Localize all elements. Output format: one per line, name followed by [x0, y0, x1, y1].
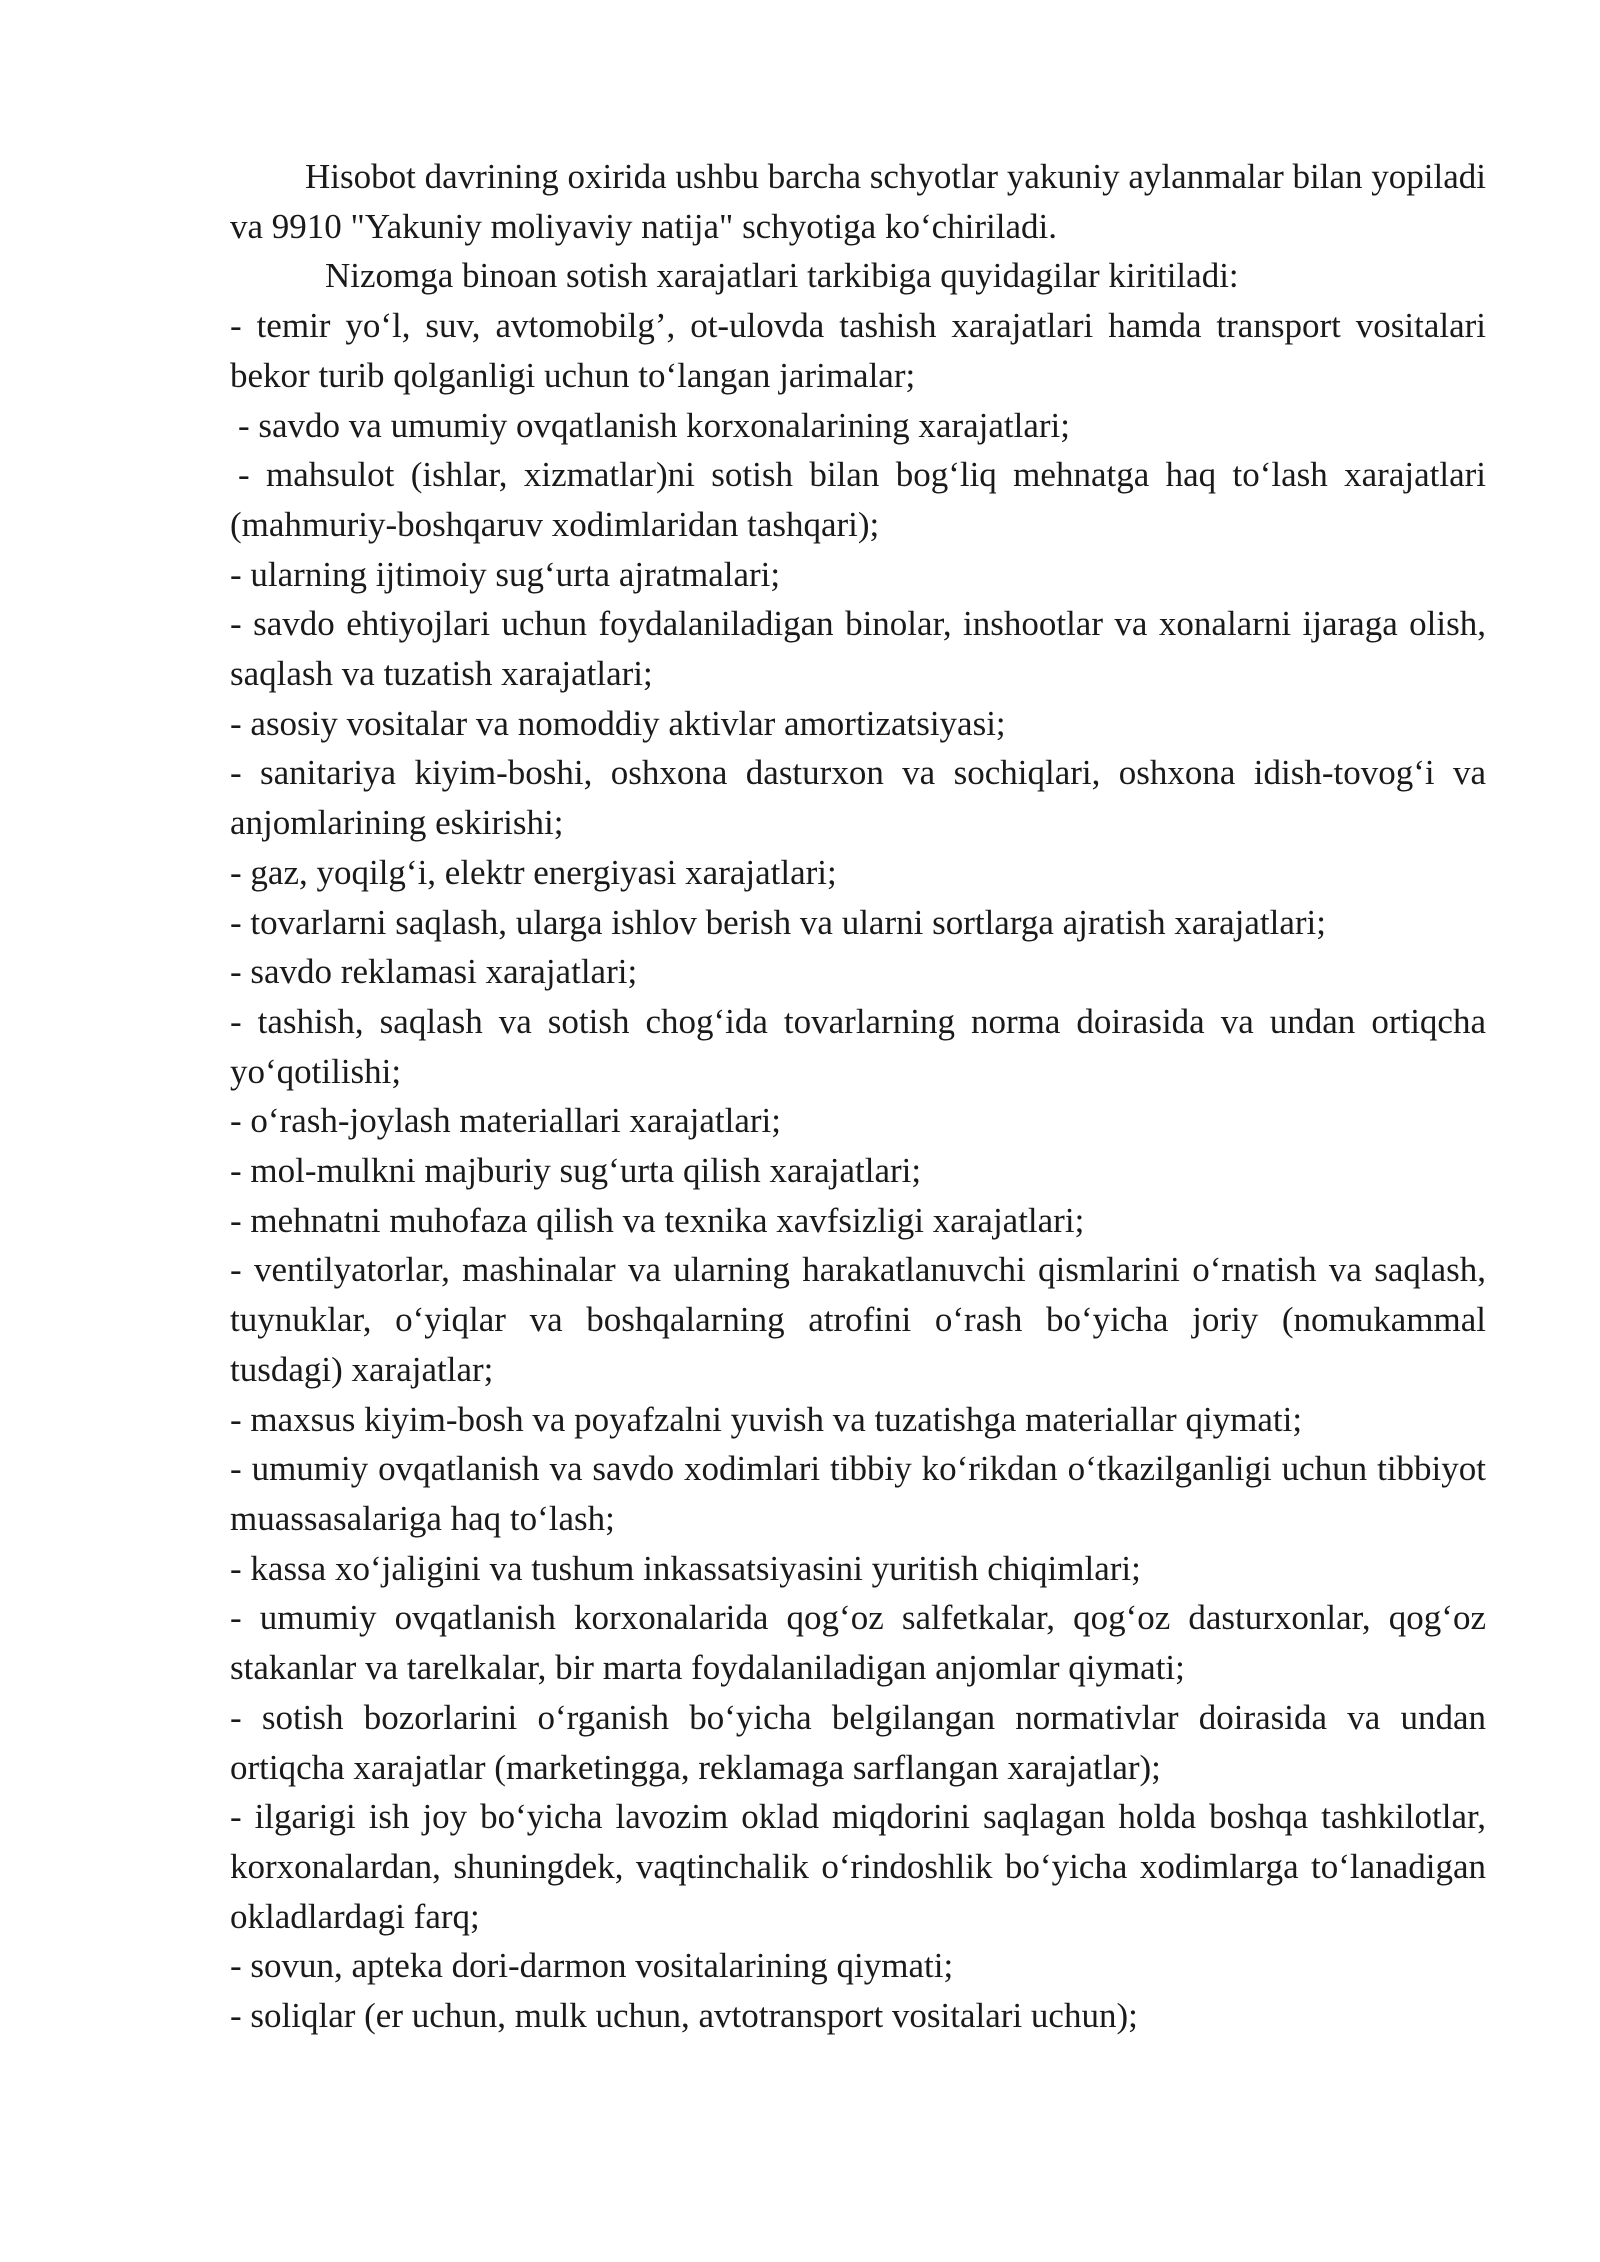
list-item: - temir yo‘l, suv, avtomobilg’, ot-ulovda tashish xarajatlari hamda transport vositalari bekor turib qolganligi uchun to‘langan jarimalar; [230, 306, 1486, 395]
intro-paragraph: Hisobot davrining oxirida ushbu barcha schyotlar yakuniy aylanmalar bilan yopiladi va 9910 "Yakuniy moliyaviy natija" schyotiga ko‘chiriladi. [230, 157, 1486, 246]
list-item: - savdo reklamasi xarajatlari; [230, 952, 638, 992]
list-item: - savdo ehtiyojlari uchun foydalaniladigan binolar, inshootlar va xonalarni ijaraga olish, saqlash va tuzatish xarajatlari; [230, 604, 1486, 694]
list-item: - savdo va umumiy ovqatlanish korxonalarining xarajatlari; [238, 405, 1071, 445]
document-body [230, 152, 1486, 2041]
list-item: - ventilyatorlar, mashinalar va ularning harakatlanuvchi qismlarini o‘rnatish va saqlash, tuynuklar, o‘yiqlar va boshqalarning atrofini o‘rash bo‘yicha joriy (nomukammal tusdagi) xarajatlar; [230, 1250, 1486, 1389]
list-item: - sanitariya kiyim-boshi, oshxona dasturxon va sochiqlari, oshxona idish-tovog‘i va anjomlarining eskirishi; [230, 753, 1486, 843]
list-item: - ilgarigi ish joy bo‘yicha lavozim oklad miqdorini saqlagan holda boshqa tashkilotlar, korxonalardan, shuningdek, vaqtinchalik o‘rindoshlik bo‘yicha xodimlarga to‘lanadigan okladlardagi farq; [230, 1797, 1486, 1936]
list-item: - tashish, saqlash va sotish chog‘ida tovarlarning norma doirasida va undan ortiqcha yo‘qotilishi; [230, 1001, 1486, 1091]
list-item: - gaz, yoqilg‘i, elektr energiyasi xarajatlari; [230, 852, 837, 892]
list-item: - kassa xo‘jaligini va tushum inkassatsiyasini yuritish chiqimlari; [230, 1548, 1141, 1588]
list-heading: Nizomga binoan sotish xarajatlari tarkibiga quyidagilar kiritiladi: [325, 256, 1239, 296]
list-item: - o‘rash-joylash materiallari xarajatlari; [230, 1101, 781, 1141]
list-item: - sovun, apteka dori-darmon vositalarining qiymati; [230, 1946, 954, 1986]
list-item: - ularning ijtimoiy sug‘urta ajratmalari; [230, 554, 781, 594]
list-item: - soliqlar (er uchun, mulk uchun, avtotransport vositalari uchun); [230, 1996, 1138, 2036]
list-item: - umumiy ovqatlanish va savdo xodimlari tibbiy ko‘rikdan o‘tkazilganligi uchun tibbiyot muassasalariga haq to‘lash; [230, 1449, 1486, 1538]
list-item: - maxsus kiyim-bosh va poyafzalni yuvish va tuzatishga materiallar qiymati; [230, 1399, 1303, 1439]
list-item: - mehnatni muhofaza qilish va texnika xavfsizligi xarajatlari; [230, 1200, 1085, 1240]
list-item: - mol-mulkni majburiy sug‘urta qilish xarajatlari; [230, 1151, 922, 1191]
list-item: - umumiy ovqatlanish korxonalarida qog‘oz salfetkalar, qog‘oz dasturxonlar, qog‘oz stakanlar va tarelkalar, bir marta foydalaniladigan anjomlar qiymati; [230, 1598, 1486, 1688]
list-item: - sotish bozorlarini o‘rganish bo‘yicha belgilangan normativlar doirasida va undan ortiqcha xarajatlar (marketingga, reklamaga sarflangan xarajatlar); [230, 1697, 1486, 1787]
list-item: - mahsulot (ishlar, xizmatlar)ni sotish bilan bog‘liq mehnatga haq to‘lash xarajatlari (mahmuriy-boshqaruv xodimlaridan tashqari); [230, 455, 1486, 544]
list-item: - tovarlarni saqlash, ularga ishlov berish va ularni sortlarga ajratish xarajatlari; [230, 902, 1326, 942]
list-item: - asosiy vositalar va nomoddiy aktivlar amortizatsiyasi; [230, 703, 1006, 743]
